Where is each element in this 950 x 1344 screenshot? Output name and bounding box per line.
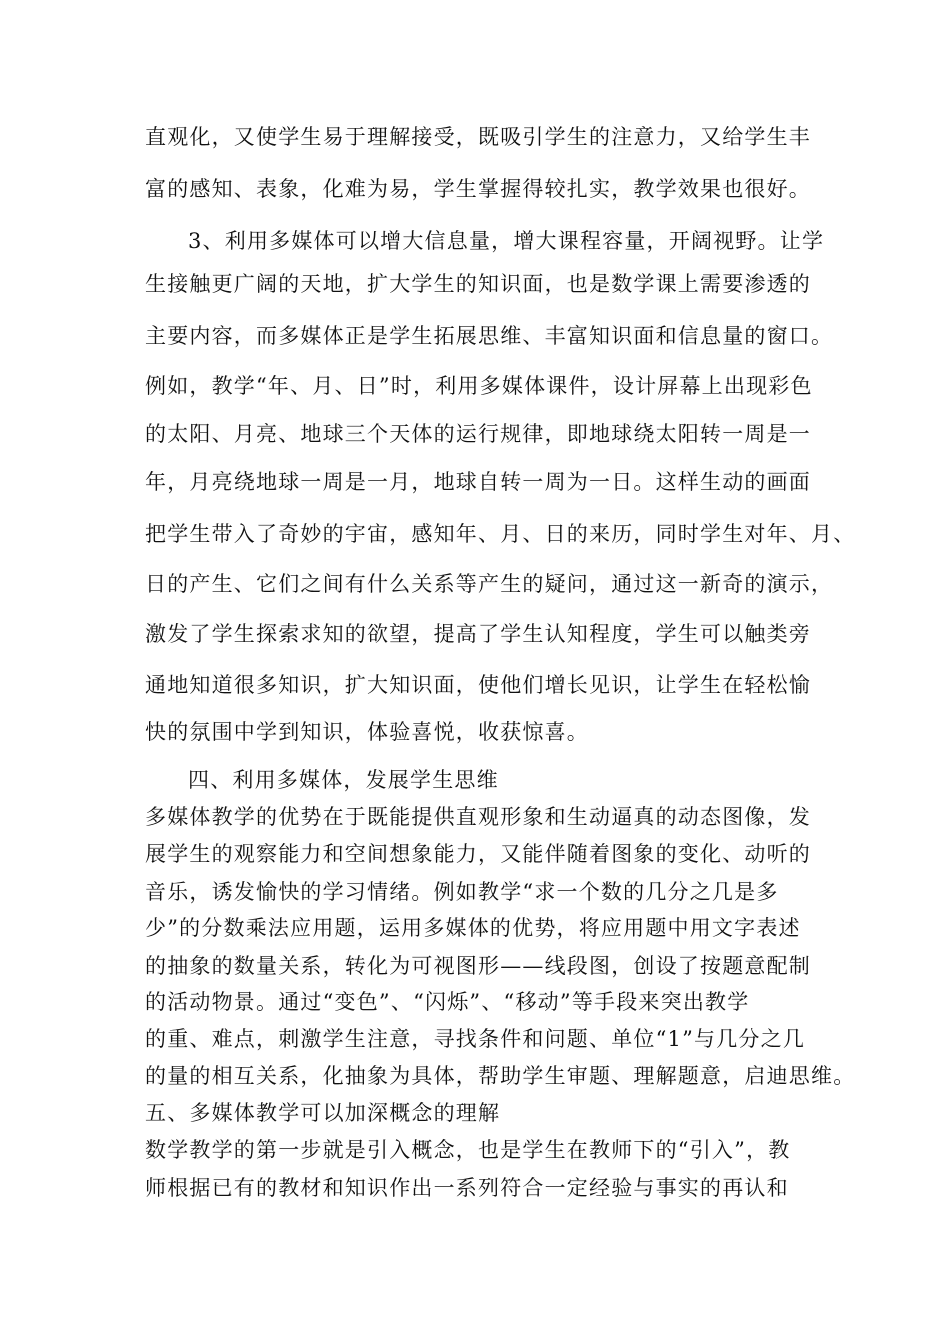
text-line: 的抽象的数量关系，转化为可视图形——线段图，创设了按题意配制 — [145, 954, 811, 978]
text-line: 通地知道很多知识，扩大知识面，使他们增长见识，让学生在轻松愉 — [145, 673, 811, 697]
text-line: 少”的分数乘法应用题，运用多媒体的优势，将应用题中用文字表述 — [145, 916, 801, 940]
text-line: 年，月亮绕地球一周是一月，地球自转一周为一日。这样生动的画面 — [145, 470, 811, 494]
text-line: 音乐，诱发愉快的学习情绪。例如教学“求一个数的几分之几是多 — [145, 880, 779, 904]
section-heading-5: 五、多媒体教学可以加深概念的理解 — [145, 1101, 501, 1125]
text-line: 的活动物景。通过“变色”、“闪烁”、“移动”等手段来突出教学 — [145, 990, 750, 1014]
text-line: 展学生的观察能力和空间想象能力，又能伴随着图象的变化、动听的 — [145, 842, 811, 866]
text-line: 快的氛围中学到知识，体验喜悦，收获惊喜。 — [145, 720, 589, 744]
text-line: 日的产生、它们之间有什么关系等产生的疑问，通过这一新奇的演示， — [145, 572, 834, 596]
text-line: 的重、难点，刺激学生注意，寻找条件和问题、单位“1”与几分之几 — [145, 1027, 806, 1051]
text-line: 主要内容，而多媒体正是学生拓展思维、丰富知识面和信息量的窗口。 — [145, 324, 834, 348]
text-line: 例如，教学“年、月、日”时，利用多媒体课件，设计屏幕上出现彩色 — [145, 374, 813, 398]
text-line: 的太阳、月亮、地球三个天体的运行规律，即地球绕太阳转一周是一 — [145, 422, 811, 446]
text-line: 多媒体教学的优势在于既能提供直观形象和生动逼真的动态图像，发 — [145, 805, 811, 829]
text-line: 直观化，又使学生易于理解接受，既吸引学生的注意力，又给学生丰 — [145, 125, 811, 149]
text-line: 3、利用多媒体可以增大信息量，增大课程容量，开阔视野。让学 — [188, 229, 825, 253]
text-line: 把学生带入了奇妙的宇宙，感知年、月、日的来历，同时学生对年、月、 — [145, 522, 856, 546]
text-line: 激发了学生探索求知的欲望，提高了学生认知程度，学生可以触类旁 — [145, 622, 811, 646]
section-heading-4: 四、利用多媒体，发展学生思维 — [188, 768, 499, 792]
text-line: 生接触更广阔的天地，扩大学生的知识面，也是数学课上需要渗透的 — [145, 272, 811, 296]
text-line: 师根据已有的教材和知识作出一系列符合一定经验与事实的再认和 — [145, 1176, 789, 1200]
text-line: 的量的相互关系，化抽象为具体，帮助学生审题、理解题意，启迪思维。 — [145, 1064, 856, 1088]
text-line: 富的感知、表象，化难为易，学生掌握得较扎实，教学效果也很好。 — [145, 177, 811, 201]
text-line: 数学教学的第一步就是引入概念，也是学生在教师下的“引入”，教 — [145, 1138, 791, 1162]
